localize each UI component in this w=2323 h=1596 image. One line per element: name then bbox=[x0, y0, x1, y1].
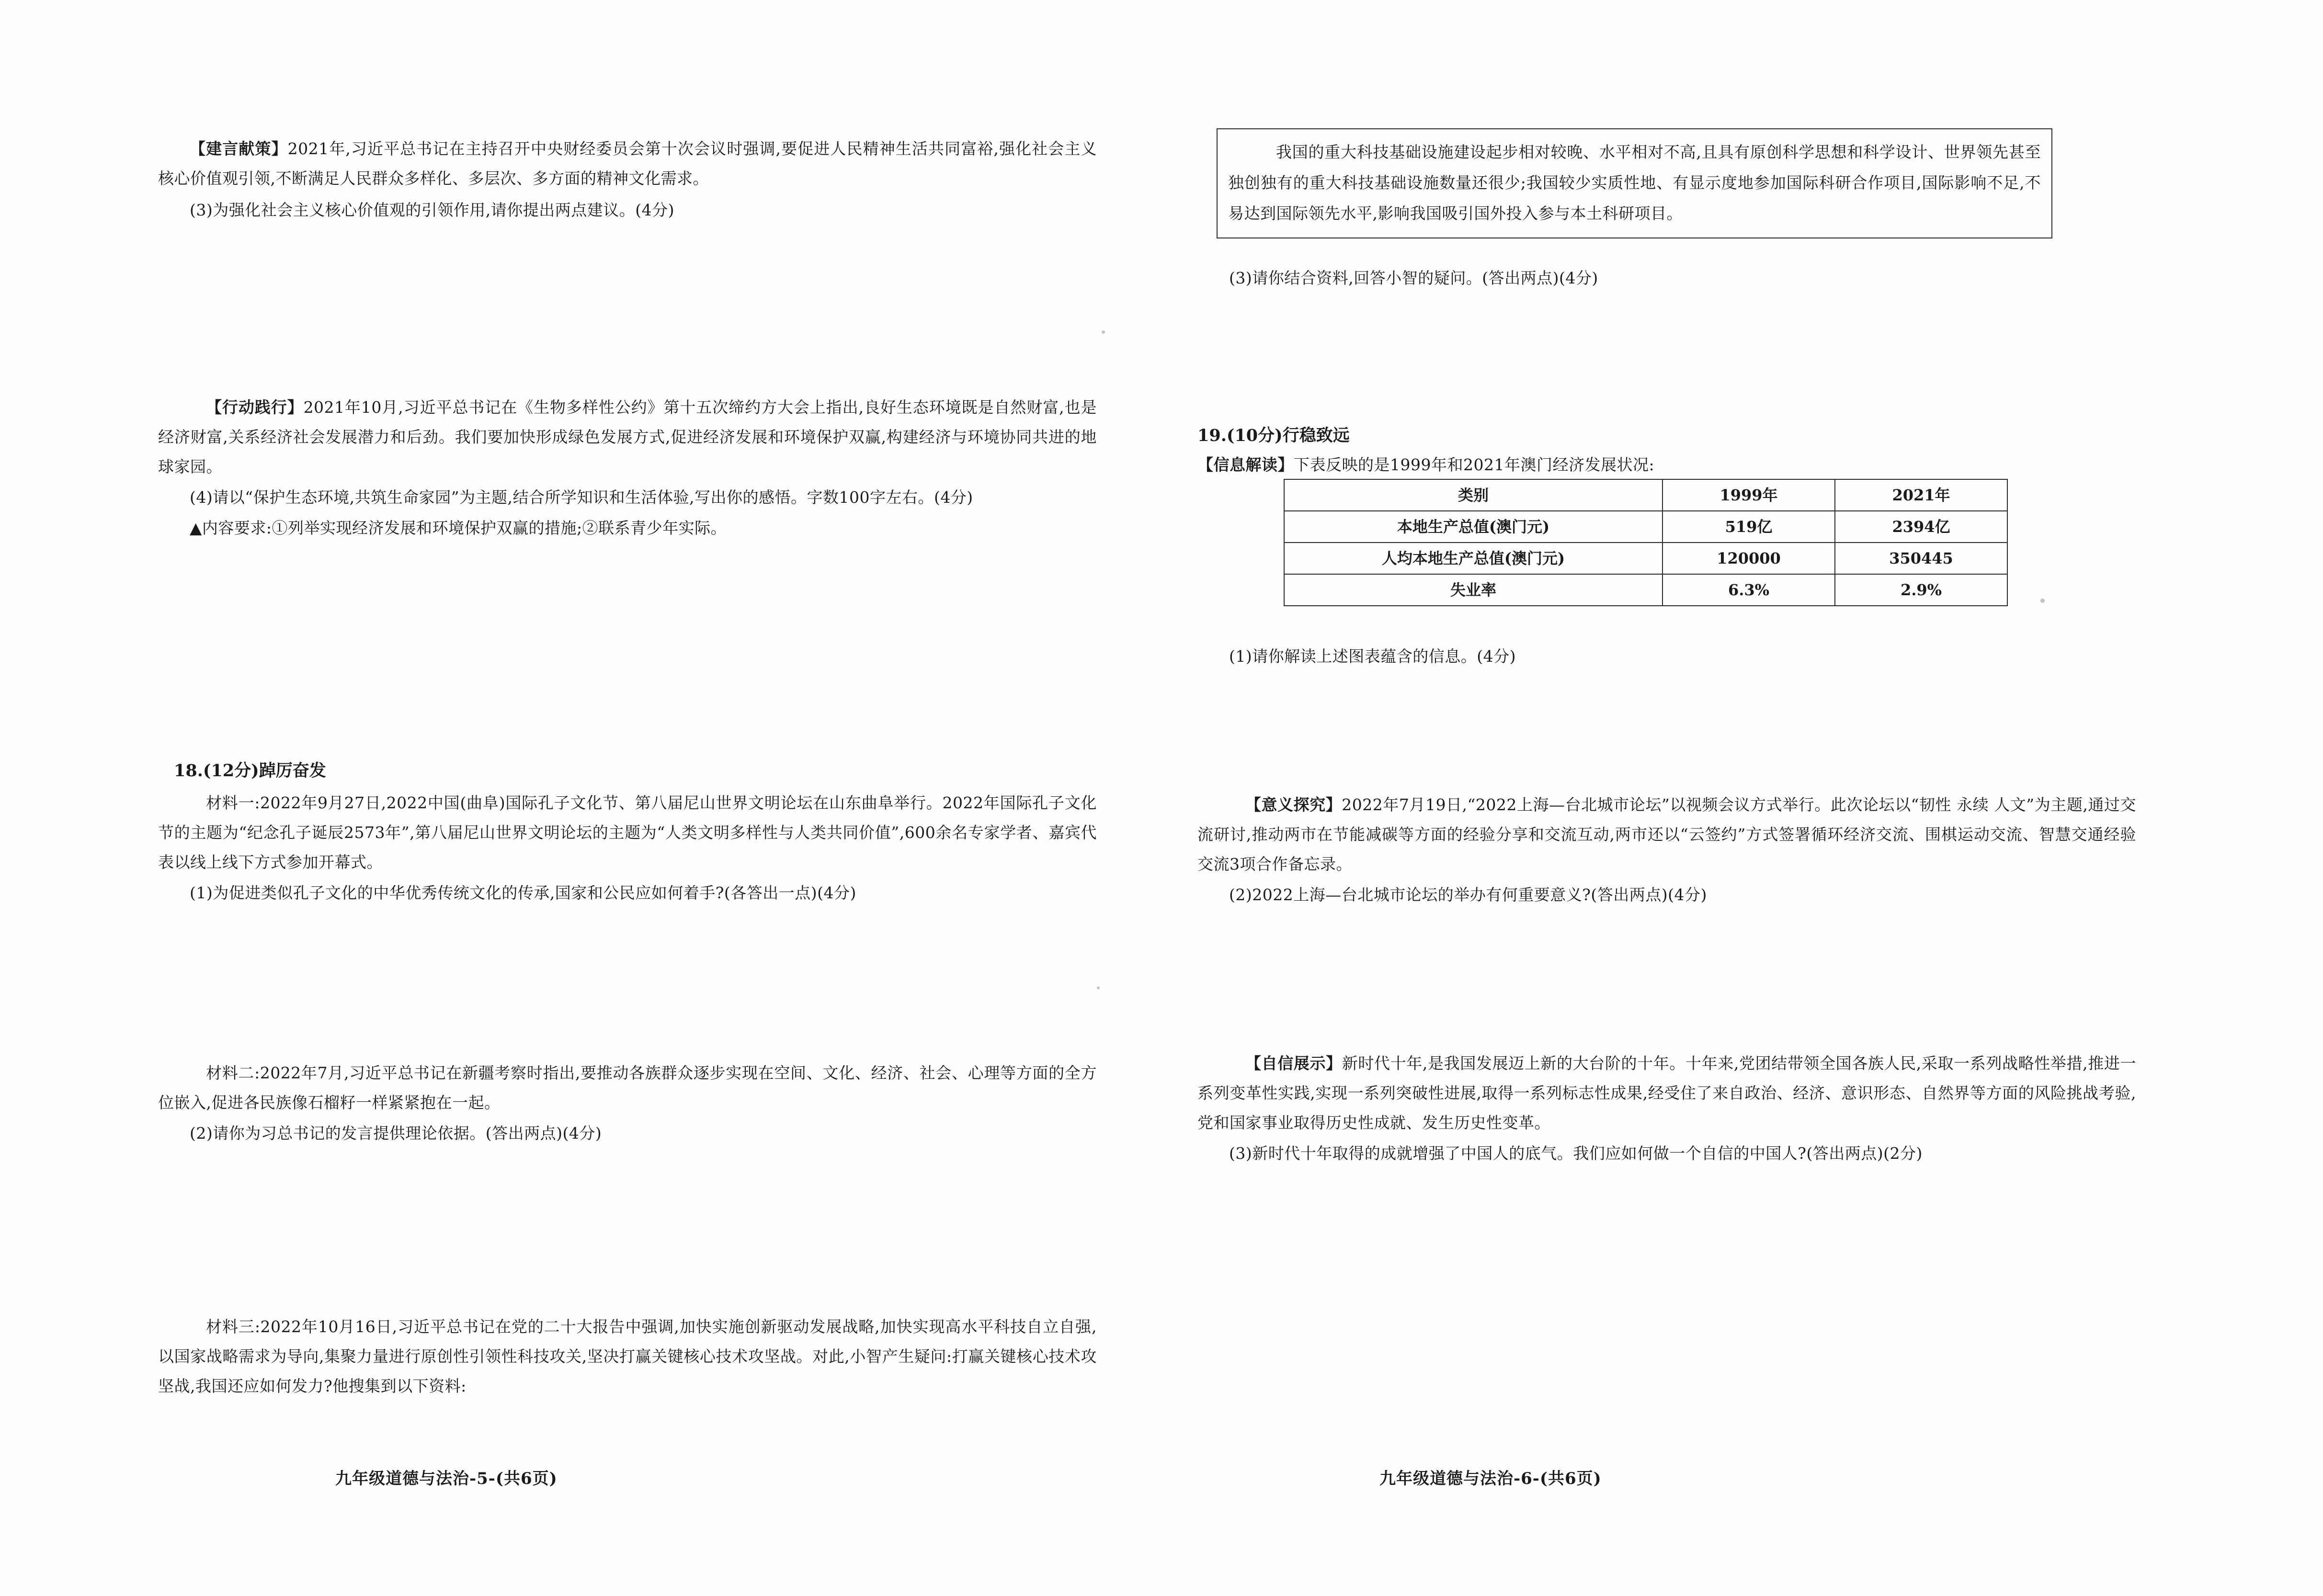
meaning-question: (2)2022上海—台北城市论坛的举办有何重要意义?(答出两点)(4分) bbox=[1229, 885, 1707, 904]
table-cell-gdp-1999: 519亿 bbox=[1663, 511, 1835, 543]
meaning-tag: 【意义探究】 bbox=[1245, 795, 1342, 814]
question-18-sub-2: (2)请你为习总书记的发言提供理论依据。(答出两点)(4分) bbox=[190, 1124, 602, 1143]
meaning-block bbox=[1197, 790, 2136, 910]
table-cell-percapita-label: 人均本地生产总值(澳门元) bbox=[1284, 543, 1663, 574]
meaning-material-text bbox=[1197, 790, 2136, 879]
macau-economy-table-wrap bbox=[1197, 479, 2136, 606]
suggestion-tag: 【建言献策】 bbox=[190, 139, 288, 158]
question-19-block bbox=[1197, 421, 2136, 480]
confidence-tag: 【自信展示】 bbox=[1245, 1054, 1342, 1073]
page-footer-right: 九年级道德与法治-6-(共6页) bbox=[1379, 1469, 1602, 1488]
question-18-heading: 18.(12分)踔厉奋发 bbox=[174, 761, 326, 781]
table-header-cell-category: 类别 bbox=[1284, 479, 1663, 511]
table-row bbox=[1284, 543, 2007, 574]
question-18-block bbox=[158, 757, 1097, 908]
table-cell-unemployment-1999: 6.3% bbox=[1663, 574, 1835, 606]
framed-question: (3)请你结合资料,回答小智的疑问。(答出两点)(4分) bbox=[1229, 269, 1598, 287]
confidence-question: (3)新时代十年取得的成就增强了中国人的底气。我们应如何做一个自信的中国人?(答出两点)(2分) bbox=[1229, 1144, 1923, 1163]
framed-question-block bbox=[1197, 263, 2136, 293]
question-19-sub-1-block bbox=[1197, 642, 2136, 671]
question-18-material-3: 材料三:2022年10月16日,习近平总书记在党的二十大报告中强调,加快实施创新驱动发展战略,加快实现高水平科技自立自强,以国家战略需求为导向,集聚力量进行原创性引领性科技攻关,坚决打赢关键核心技术攻坚战。对此,小智产生疑问:打赢关键核心技术攻坚战,我国还应如何发力?他搜集到以下资料: bbox=[158, 1317, 1097, 1395]
question-19-info-line bbox=[1197, 450, 2136, 480]
suggestion-material-block bbox=[158, 134, 1097, 225]
suggestion-question: (3)为强化社会主义核心价值观的引领作用,请你提出两点建议。(4分) bbox=[190, 201, 674, 219]
action-tag: 【行动践行】 bbox=[206, 398, 304, 417]
question-18-material-3-block bbox=[158, 1312, 1097, 1401]
table-cell-unemployment-label: 失业率 bbox=[1284, 574, 1663, 606]
question-19-heading: 19.(10分)行稳致远 bbox=[1197, 426, 1350, 445]
question-18-material-2-block bbox=[158, 1058, 1097, 1148]
scan-speck bbox=[1097, 986, 1100, 989]
question-18-material-2: 材料二:2022年7月,习近平总书记在新疆考察时指出,要推动各族群众逐步实现在空间、文化、经济、社会、心理等方面的全方位嵌入,促进各民族像石榴籽一样紧紧抱在一起。 bbox=[158, 1064, 1097, 1112]
framed-material-text: 我国的重大科技基础设施建设起步相对较晚、水平相对不高,且具有原创科学思想和科学设计、世界领先甚至独创独有的重大科技基础设施数量还很少;我国较少实质性地、有显示度地参加国际科研合作项目,国际影响不足,不易达到国际领先水平,影响我国吸引国外投入参与本土科研项目。 bbox=[1228, 143, 2041, 223]
table-cell-gdp-2021: 2394亿 bbox=[1835, 511, 2007, 543]
scan-speck bbox=[2040, 599, 2045, 603]
confidence-material-text bbox=[1197, 1049, 2136, 1138]
info-lead: 下表反映的是1999年和2021年澳门经济发展状况: bbox=[1294, 455, 1655, 474]
suggestion-material-text bbox=[158, 134, 1097, 193]
table-cell-percapita-1999: 120000 bbox=[1663, 543, 1835, 574]
action-requirement: ▲内容要求:①列举实现经济发展和环境保护双赢的措施;②联系青少年实际。 bbox=[190, 519, 727, 537]
action-body: 2021年10月,习近平总书记在《生物多样性公约》第十五次缔约方大会上指出,良好生态环境既是自然财富,也是经济财富,关系经济社会发展潜力和后劲。我们要加快形成绿色发展方式,促进经济发展和环境保护双赢,构建经济与环境协同共进的地球家园。 bbox=[158, 398, 1097, 476]
question-18-material-1: 材料一:2022年9月27日,2022中国(曲阜)国际孔子文化节、第八届尼山世界文明论坛在山东曲阜举行。2022年国际孔子文化节的主题为“纪念孔子诞辰2573年”,第八届尼山世界文明论坛的主题为“人类文明多样性与人类共同价值”,600余名专家学者、嘉宾代表以线上线下方式参加开幕式。 bbox=[158, 793, 1097, 872]
scan-speck bbox=[1102, 330, 1105, 334]
meaning-body: 2022年7月19日,“2022上海—台北城市论坛”以视频会议方式举行。此次论坛以“韧性 永续 人文”为主题,通过交流研讨,推动两市在节能减碳等方面的经验分享和交流互动,两市还以“云签约”方式签署循环经济交流、围棋运动交流、智慧交通经验交流3项合作备忘录。 bbox=[1197, 795, 2136, 873]
action-material-text bbox=[158, 393, 1097, 482]
table-header-cell-1999: 1999年 bbox=[1663, 479, 1835, 511]
suggestion-body: 2021年,习近平总书记在主持召开中央财经委员会第十次会议时强调,要促进人民精神生活共同富裕,强化社会主义核心价值观引领,不断满足人民群众多样化、多层次、多方面的精神文化需求。 bbox=[158, 139, 1097, 188]
table-row bbox=[1284, 511, 2007, 543]
table-header-row bbox=[1284, 479, 2007, 511]
table-row bbox=[1284, 574, 2007, 606]
question-19-sub-1: (1)请你解读上述图表蕴含的信息。(4分) bbox=[1229, 647, 1516, 666]
table-header-cell-2021: 2021年 bbox=[1835, 479, 2007, 511]
action-material-block bbox=[158, 393, 1097, 543]
page-footer-left: 九年级道德与法治-5-(共6页) bbox=[335, 1469, 558, 1488]
info-tag: 【信息解读】 bbox=[1197, 455, 1294, 474]
right-page-column bbox=[1197, 0, 2155, 1596]
confidence-body: 新时代十年,是我国发展迈上新的大台阶的十年。十年来,党团结带领全国各族人民,采取一系列战略性举措,推进一系列变革性实践,实现一系列突破性进展,取得一系列标志性成果,经受住了来自政治、经济、意识形态、自然界等方面的风险挑战考验,党和国家事业取得历史性成就、发生历史性变革。 bbox=[1197, 1054, 2137, 1132]
question-18-sub-1: (1)为促进类似孔子文化的中华优秀传统文化的传承,国家和公民应如何着手?(各答出一点)(4分) bbox=[190, 883, 856, 902]
table-cell-unemployment-2021: 2.9% bbox=[1835, 574, 2007, 606]
macau-economy-table bbox=[1284, 479, 2008, 606]
confidence-block bbox=[1197, 1049, 2136, 1168]
table-cell-gdp-label: 本地生产总值(澳门元) bbox=[1284, 511, 1663, 543]
left-page-column bbox=[158, 0, 1116, 1596]
table-cell-percapita-2021: 350445 bbox=[1835, 543, 2007, 574]
framed-material-box bbox=[1217, 128, 2052, 238]
action-question: (4)请以“保护生态环境,共筑生命家园”为主题,结合所学知识和生活体验,写出你的感悟。字数100字左右。(4分) bbox=[190, 488, 973, 507]
